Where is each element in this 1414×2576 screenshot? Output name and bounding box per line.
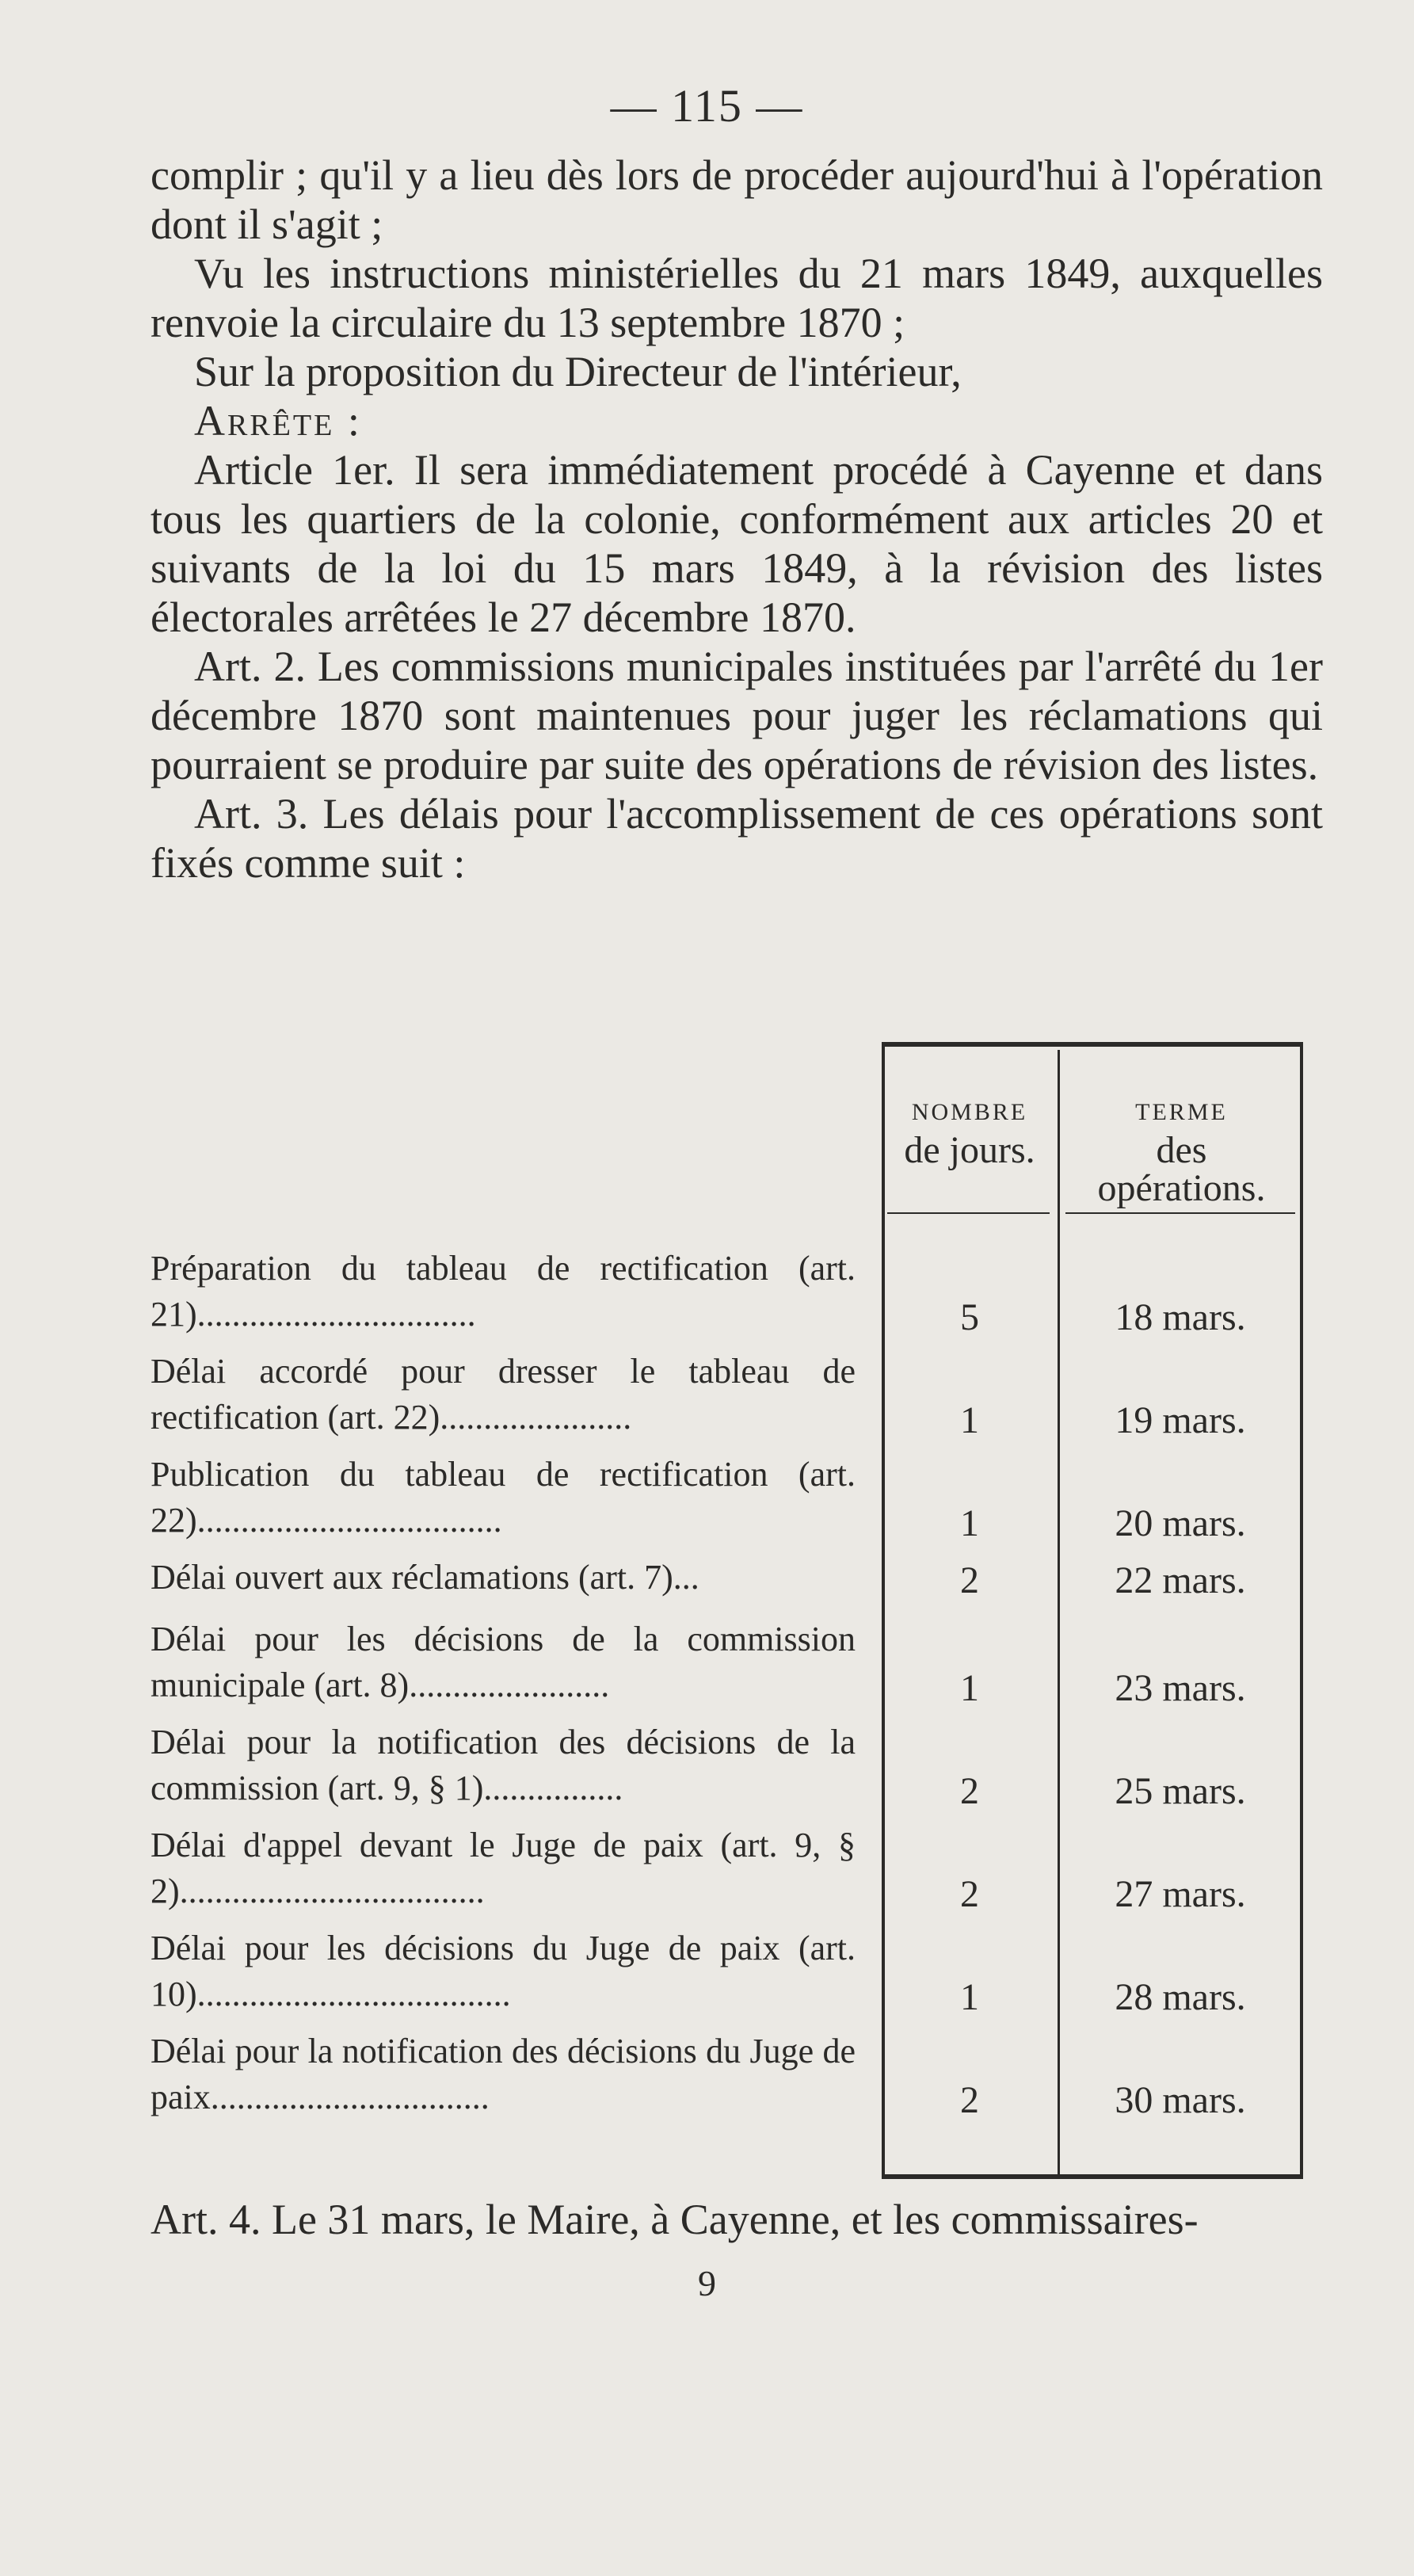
- paragraph-article-2: Art. 2. Les commissions municipales instituées par l'arrêté du 1er décembre 1870 sont maintenues pour juger les réclamations qui pourraient se produire par suite des opérations de révision des listes.: [151, 643, 1323, 788]
- header-days-small: NOMBRE: [911, 1099, 1028, 1125]
- table-header-term: [1060, 1093, 1303, 1208]
- row-label: Délai ouvert aux réclamations (art. 7)...: [151, 1558, 699, 1597]
- row-term: 23 mars.: [1115, 1667, 1246, 1709]
- row-label: Délai accordé pour dresser le tableau de rectification (art. 22)......................: [151, 1352, 856, 1437]
- paragraph-1: complir ; qu'il y a lieu dès lors de procéder aujourd'hui à l'opération dont il s'agit ;: [151, 151, 1323, 248]
- table-header-rule-term: [1065, 1212, 1295, 1214]
- row-days: 2: [960, 1770, 979, 1812]
- row-term: 25 mars.: [1115, 1770, 1246, 1812]
- row-term: 19 mars.: [1115, 1399, 1246, 1441]
- table-row: [151, 1555, 1303, 1604]
- row-days: 1: [960, 1667, 979, 1709]
- paragraph-3: Sur la proposition du Directeur de l'intérieur,: [194, 348, 962, 395]
- row-label: Délai pour les décisions du Juge de paix (art. 10)....................................: [151, 1929, 856, 2013]
- paragraph-article-3: Art. 3. Les délais pour l'accomplissement de ces opérations sont fixés comme suit :: [151, 790, 1323, 887]
- footer-article-4: Art. 4. Le 31 mars, le Maire, à Cayenne, et les commissaires-: [151, 2196, 1199, 2243]
- row-days: 2: [960, 1873, 979, 1915]
- table-row: [151, 2028, 1303, 2124]
- row-term: 30 mars.: [1115, 2079, 1246, 2121]
- header-term-big-1: des: [1156, 1129, 1207, 1171]
- table-header-days: [882, 1093, 1058, 1170]
- row-days: 1: [960, 1399, 979, 1441]
- row-term: 28 mars.: [1115, 1976, 1246, 2018]
- row-days: 1: [960, 1976, 979, 2018]
- table-row: [151, 1452, 1303, 1547]
- table-row: [151, 1822, 1303, 1918]
- table-row: [151, 1349, 1303, 1444]
- signature-mark: 9: [698, 2263, 716, 2303]
- paragraph-2: Vu les instructions ministérielles du 21 mars 1849, auxquelles renvoie la circulaire du 13 septembre 1870 ;: [151, 250, 1323, 346]
- header-days-big: de jours.: [904, 1129, 1035, 1171]
- row-label: Délai pour la notification des décisions du Juge de paix................................: [151, 2032, 856, 2116]
- row-term: 22 mars.: [1115, 1559, 1246, 1601]
- row-term: 20 mars.: [1115, 1502, 1246, 1544]
- row-label: Publication du tableau de rectification (art. 22)...................................: [151, 1455, 856, 1540]
- table-row: [151, 1719, 1303, 1815]
- page-number: — 115 —: [610, 80, 804, 132]
- row-term: 18 mars.: [1115, 1296, 1246, 1338]
- row-label: Délai pour les décisions de la commission municipale (art. 8).......................: [151, 1620, 856, 1704]
- row-days: 2: [960, 1559, 979, 1601]
- body-text: [151, 151, 1323, 887]
- paragraph-arrete: Arrête :: [194, 397, 362, 445]
- row-label: Délai pour la notification des décisions de la commission (art. 9, § 1)................: [151, 1723, 856, 1807]
- row-term: 27 mars.: [1115, 1873, 1246, 1915]
- header-term-small: TERME: [1135, 1099, 1228, 1125]
- table-row: [151, 1246, 1303, 1341]
- table-header-rule-days: [887, 1212, 1050, 1214]
- row-label: Délai d'appel devant le Juge de paix (art. 9, § 2)...................................: [151, 1826, 856, 1910]
- row-days: 1: [960, 1502, 979, 1544]
- table-row: [151, 1925, 1303, 2021]
- header-term-big-2: opérations.: [1097, 1167, 1266, 1209]
- row-label: Préparation du tableau de rectification (art. 21)................................: [151, 1249, 856, 1334]
- row-days: 5: [960, 1296, 979, 1338]
- paragraph-article-1: Article 1er. Il sera immédiatement procédé à Cayenne et dans tous les quartiers de la colonie, conformément aux articles 20 et suivants de la loi du 15 mars 1849, à la révision des listes électorales arrêtées le 27 décembre 1870.: [151, 446, 1323, 641]
- row-days: 2: [960, 2079, 979, 2121]
- table-row: [151, 1616, 1303, 1712]
